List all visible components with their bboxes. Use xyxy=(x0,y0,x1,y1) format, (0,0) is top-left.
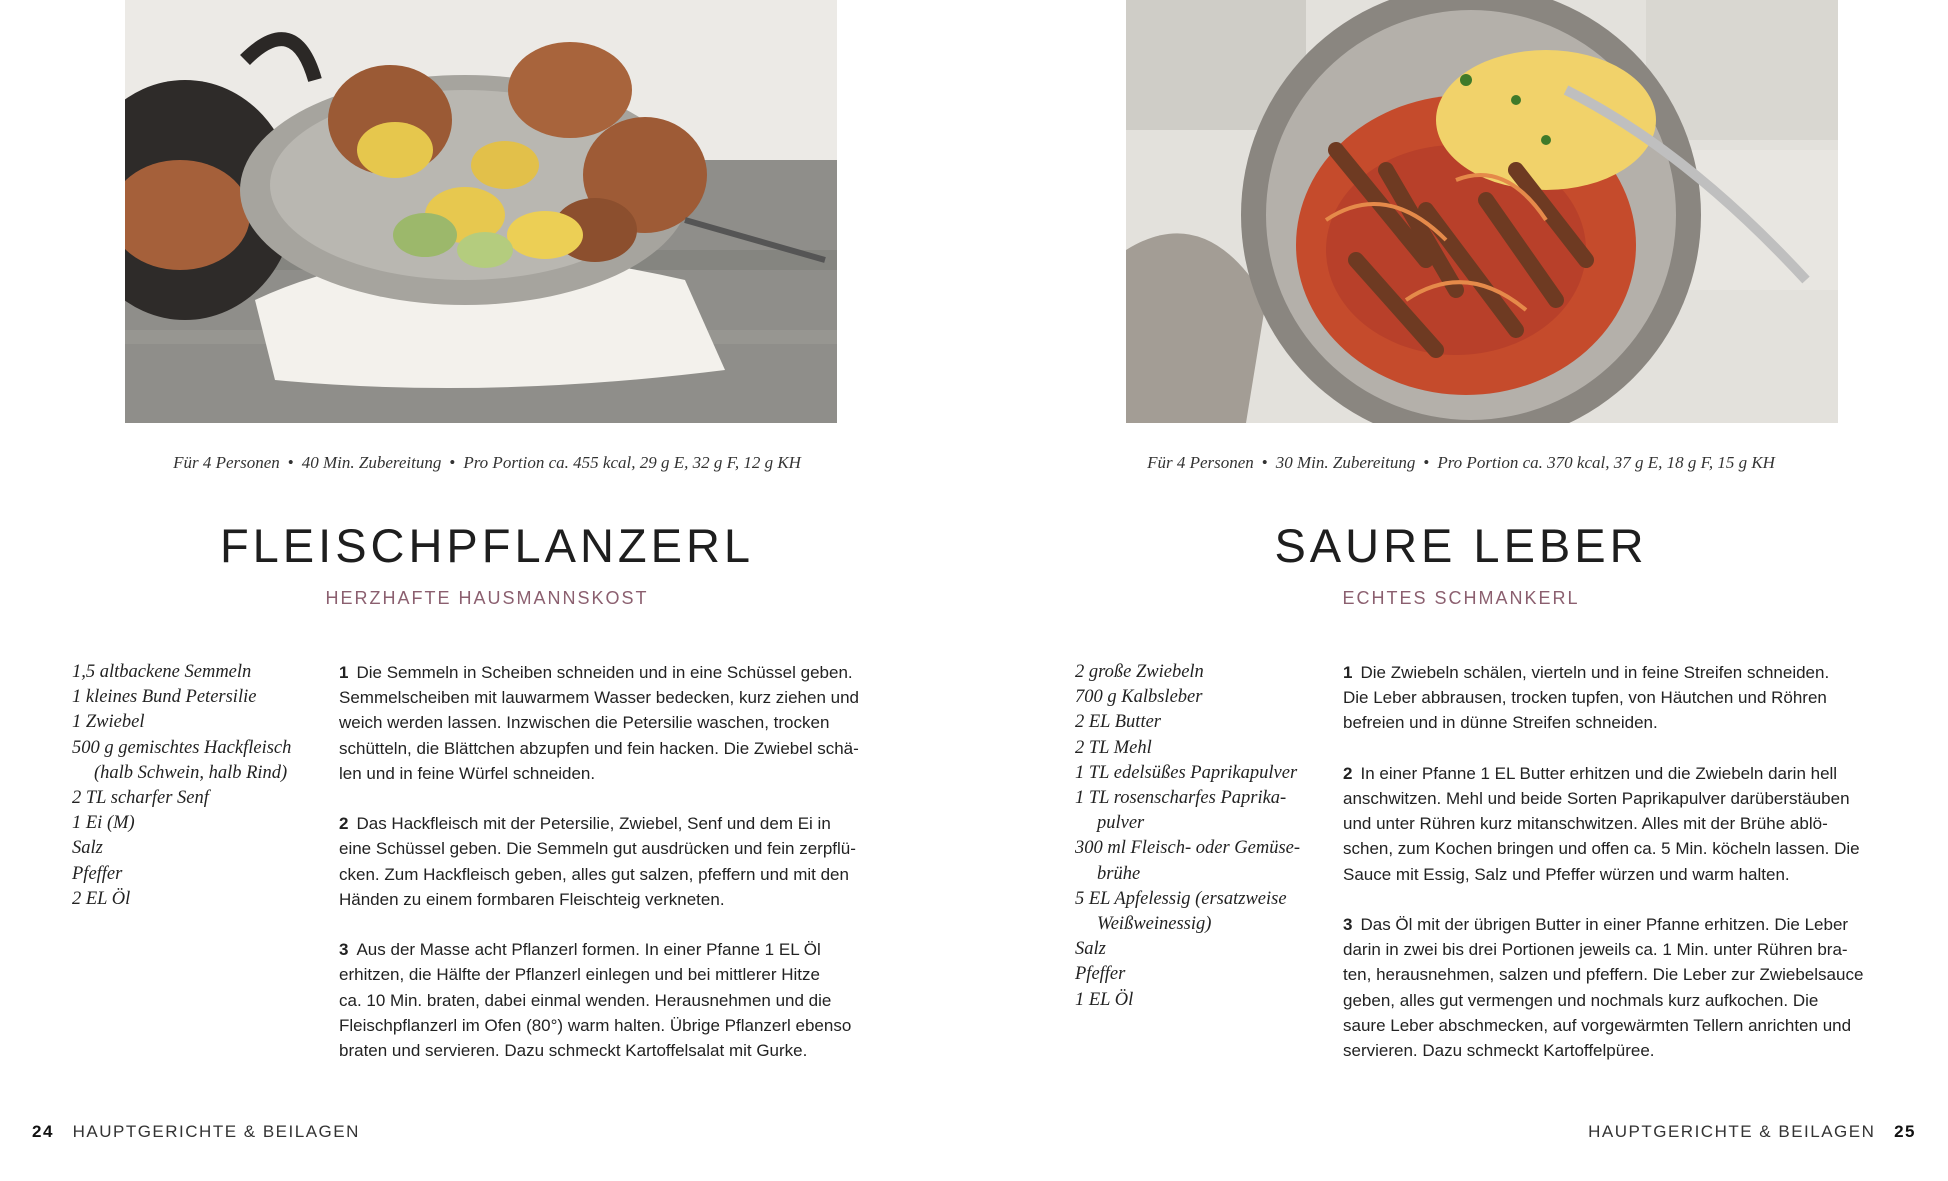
step-line: schen, zum Kochen bringen und offen ca. 5 Min. köcheln lassen. Die xyxy=(1343,839,1860,859)
step-line: Fleischpflanzerl im Ofen (80°) warm halten. Übrige Pflanzerl ebenso xyxy=(339,1015,852,1035)
recipe-subtitle: ECHTES SCHMANKERL xyxy=(1342,588,1580,608)
ingredient: 1 Ei (M) xyxy=(72,813,135,834)
step-line: Händen zu einem formbaren Fleischteig verkneten. xyxy=(339,889,725,909)
page-number: 24 xyxy=(32,1122,54,1141)
right-page xyxy=(974,0,1948,1181)
recipe-meta xyxy=(0,453,974,473)
page-number: 25 xyxy=(1894,1122,1916,1141)
step-number: 3 xyxy=(339,940,349,960)
ingredient-list xyxy=(1075,660,1315,1013)
saure-leber-photo xyxy=(1126,0,1838,423)
ingredient: Pfeffer xyxy=(1075,964,1126,985)
ingredient: 700 g Kalbsleber xyxy=(1075,687,1203,708)
fleischpflanzerl-photo xyxy=(125,0,837,423)
ingredient: 500 g gemischtes Hackfleisch xyxy=(72,737,292,758)
step-1 xyxy=(339,660,899,786)
separator-dot: • xyxy=(1423,453,1430,472)
section-name: HAUPTGERICHTE & BEILAGEN xyxy=(72,1122,360,1141)
ingredient: Salz xyxy=(1075,939,1106,960)
step-line: Semmelscheiben mit lauwarmem Wasser bedecken, kurz ziehen und xyxy=(339,688,859,708)
ingredient-list xyxy=(72,660,312,912)
step-line: ca. 10 Min. braten, dabei einmal wenden. Herausnehmen und die xyxy=(339,990,832,1010)
separator-dot: • xyxy=(287,453,294,472)
step-line: In einer Pfanne 1 EL Butter erhitzen und die Zwiebeln darin hell xyxy=(1360,763,1838,783)
ingredient: 1 kleines Bund Petersilie xyxy=(72,687,257,708)
step-line: erhitzen, die Hälfte der Pflanzerl einlegen und bei mittlerer Hitze xyxy=(339,965,820,985)
instruction-steps xyxy=(339,660,899,1088)
servings: Für 4 Personen xyxy=(1147,453,1254,472)
ingredient: 2 TL Mehl xyxy=(1075,737,1152,758)
step-line: servieren. Dazu schmeckt Kartoffelpüree. xyxy=(1343,1041,1655,1061)
ingredient: 2 große Zwiebeln xyxy=(1075,662,1204,682)
recipe-title: SAURE LEBER xyxy=(1274,519,1648,572)
step-line: saure Leber abschmecken, auf vorgewärmten Tellern anrichten und xyxy=(1343,1015,1852,1035)
step-line: Sauce mit Essig, Salz und Pfeffer würzen und warm halten. xyxy=(1343,864,1790,884)
step-line: Die Semmeln in Scheiben schneiden und in eine Schüssel geben. xyxy=(356,663,853,682)
step-line: Die Zwiebeln schälen, vierteln und in feine Streifen schneiden. xyxy=(1360,663,1830,682)
step-2 xyxy=(339,811,899,912)
step-line: darin in zwei bis drei Portionen jeweils ca. 1 Min. unter Rühren bra- xyxy=(1343,940,1848,960)
step-line: cken. Zum Hackfleisch geben, alles gut salzen, pfeffern und mit den xyxy=(339,864,849,884)
nutrition: Pro Portion ca. 455 kcal, 29 g E, 32 g F, 12 g KH xyxy=(463,453,801,472)
prep-time: 30 Min. Zubereitung xyxy=(1275,453,1416,472)
ingredient: 1,5 altbackene Semmeln xyxy=(72,662,252,682)
step-line: weich werden lassen. Inzwischen die Petersilie waschen, trocken xyxy=(339,713,830,733)
ingredient: 1 TL edelsüßes Paprikapulver xyxy=(1075,762,1298,783)
ingredient-continuation: pulver xyxy=(1097,813,1145,834)
ingredient: 1 TL rosenscharfes Paprika- xyxy=(1075,788,1287,809)
step-line: len und in feine Würfel schneiden. xyxy=(339,763,596,783)
recipe-subtitle: HERZHAFTE HAUSMANNSKOST xyxy=(325,588,649,608)
page-footer xyxy=(32,1122,360,1142)
step-2 xyxy=(1343,761,1903,887)
prep-time: 40 Min. Zubereitung xyxy=(301,453,442,472)
ingredient: 1 Zwiebel xyxy=(72,712,145,733)
recipe-title: FLEISCHPFLANZERL xyxy=(219,519,755,572)
step-line: Die Leber abbrausen, trocken tupfen, von Häutchen und Röhren xyxy=(1343,688,1827,708)
step-line: Aus der Masse acht Pflanzerl formen. In einer Pfanne 1 EL Öl xyxy=(356,940,821,960)
ingredient-continuation: brühe xyxy=(1097,863,1141,884)
ingredient: Pfeffer xyxy=(72,863,123,884)
ingredient: 2 EL Butter xyxy=(1075,712,1161,733)
ingredient: Salz xyxy=(72,838,103,859)
ingredient: 300 ml Fleisch- oder Gemüse- xyxy=(1075,838,1301,859)
step-line: ten, herausnehmen, salzen und pfeffern. Die Leber zur Zwiebelsauce xyxy=(1343,965,1864,985)
page-footer xyxy=(1588,1122,1916,1142)
step-1 xyxy=(1343,660,1903,736)
step-line: anschwitzen. Mehl und beide Sorten Paprikapulver darüberstäuben xyxy=(1343,789,1850,808)
ingredient: 2 EL Öl xyxy=(72,888,131,909)
section-name: HAUPTGERICHTE & BEILAGEN xyxy=(1588,1122,1876,1141)
servings: Für 4 Personen xyxy=(173,453,280,472)
step-line: geben, alles gut vermengen und nochmals kurz aufkochen. Die xyxy=(1343,990,1819,1010)
step-number: 2 xyxy=(1343,763,1353,783)
step-3 xyxy=(1343,912,1903,1063)
ingredient-continuation: (halb Schwein, halb Rind) xyxy=(94,762,288,783)
recipe-meta xyxy=(974,453,1948,473)
step-number: 3 xyxy=(1343,915,1353,934)
step-line: befreien und in dünne Streifen schneiden. xyxy=(1343,713,1658,733)
step-number: 2 xyxy=(339,814,349,834)
ingredient-continuation: Weißweinessig) xyxy=(1097,914,1212,935)
step-line: Das Öl mit der übrigen Butter in einer Pfanne erhitzen. Die Leber xyxy=(1360,915,1849,934)
nutrition: Pro Portion ca. 370 kcal, 37 g E, 18 g F, 15 g KH xyxy=(1437,453,1775,472)
step-line: braten und servieren. Dazu schmeckt Kartoffelsalat mit Gurke. xyxy=(339,1041,808,1061)
step-line: eine Schüssel geben. Die Semmeln gut ausdrücken und fein zerpflü- xyxy=(339,839,856,859)
step-3 xyxy=(339,937,899,1063)
step-number: 1 xyxy=(339,663,349,682)
ingredient: 2 TL scharfer Senf xyxy=(72,788,209,809)
separator-dot: • xyxy=(1261,453,1268,472)
step-line: und unter Rühren kurz mitanschwitzen. Alles mit der Brühe ablö- xyxy=(1343,814,1828,834)
step-number: 1 xyxy=(1343,663,1353,682)
ingredient: 5 EL Apfelessig (ersatzweise xyxy=(1075,888,1287,909)
step-line: Das Hackfleisch mit der Petersilie, Zwiebel, Senf und dem Ei in xyxy=(356,814,831,834)
instruction-steps xyxy=(1343,660,1903,1088)
ingredient: 1 EL Öl xyxy=(1075,989,1134,1010)
step-line: schütteln, die Blättchen abzupfen und fein hacken. Die Zwiebel schä- xyxy=(339,738,859,758)
separator-dot: • xyxy=(449,453,456,472)
